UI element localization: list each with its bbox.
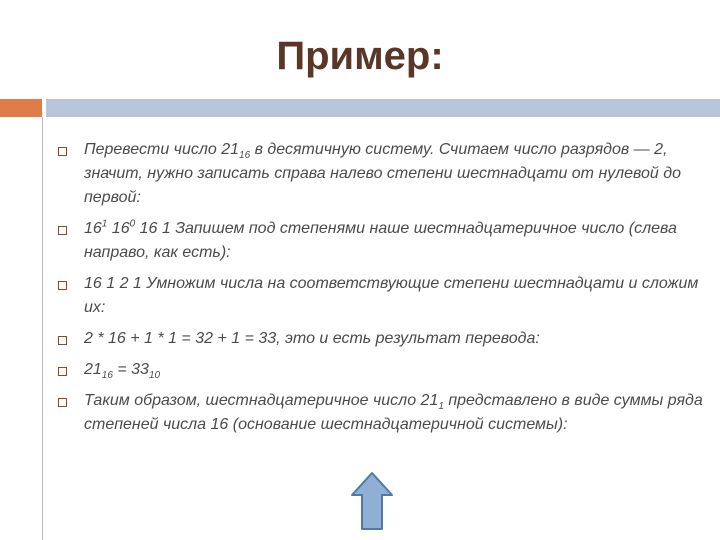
item-superscript: 1 [101,218,108,230]
square-bullet-icon [58,226,67,235]
item-text: представлено в виде суммы ряда степеней числа 16 (основание шестнадцатеричной системы): [84,392,703,433]
square-bullet-icon [58,281,67,290]
list-item [58,389,708,437]
left-rule-divider [42,117,43,540]
up-arrow-icon [350,471,394,531]
item-text: 2 * 16 + 1 * 1 = 32 + 1 = 33, это и есть результат перевода: [84,330,540,347]
square-bullet-icon [58,367,67,376]
item-text: 21 [84,361,102,378]
item-text: 16 [84,220,102,237]
list-item [58,358,708,382]
item-text: Таким образом, шестнадцатеричное число 21 [84,392,439,409]
item-text: = 33 [112,361,149,378]
list-item [58,327,708,351]
item-text: 16 [107,220,130,237]
bullet-list [58,138,708,444]
item-subscript: 1 [438,401,444,413]
header-accent-orange [0,99,42,117]
item-text: в десятичную систему. Считаем число разрядов — 2, значит, нужно записать справа налево степени шестнадцати от нулевой до первой: [84,141,681,206]
item-text: 16 1 2 1 Умножим числа на соответствующие степени шестнадцати и сложим их: [84,275,699,316]
item-superscript: 0 [129,218,136,230]
square-bullet-icon [58,147,67,156]
list-item [58,217,708,265]
square-bullet-icon [58,398,67,407]
header-accent-blue [46,99,720,117]
list-item [58,138,708,210]
item-subscript: 10 [148,370,161,382]
item-subscript: 16 [101,370,113,382]
item-text: 16 1 Запишем под степенями наше шестнадцатеричное число (слева направо, как есть): [84,220,677,261]
item-text: Перевести число 21 [84,141,240,158]
slide-title: Пример: [276,34,444,78]
list-item [58,272,708,320]
square-bullet-icon [58,336,67,345]
item-subscript: 16 [239,150,251,162]
